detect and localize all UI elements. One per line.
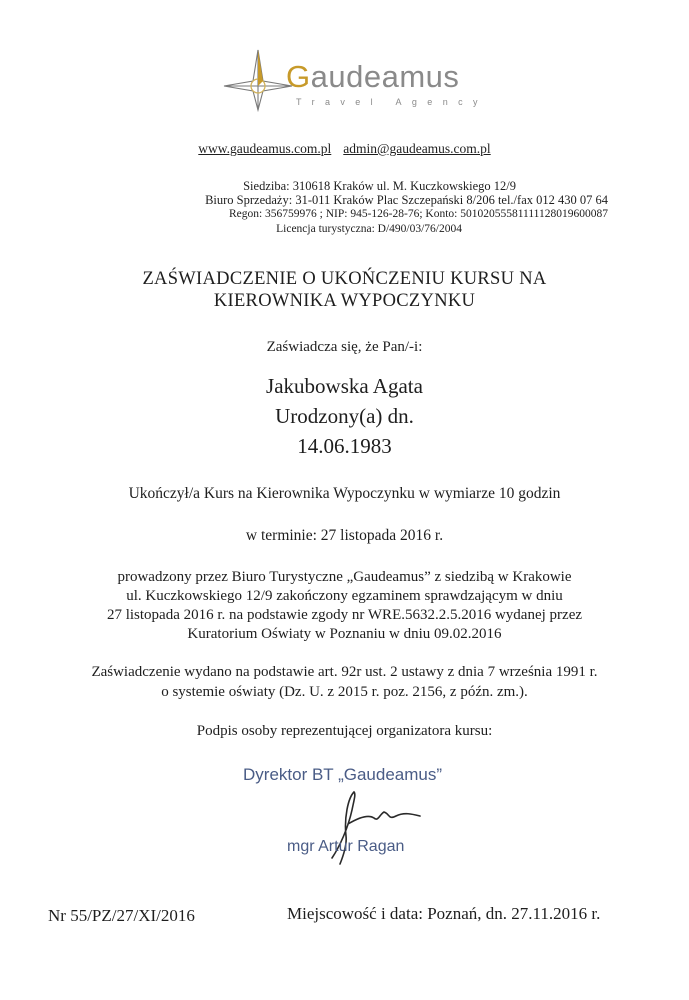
organizer-line: Kuratorium Oświaty w Poznaniu w dniu 09.02.2016: [187, 626, 502, 642]
born-label: Urodzony(a) dn.: [275, 404, 414, 428]
legal-basis-paragraph: [0, 662, 689, 702]
organizer-paragraph: [0, 568, 689, 644]
address-line-sales-office: Biuro Sprzedaży: 31-011 Kraków Plac Szczepański 8/206 tel./fax 012 430 07 64: [205, 193, 608, 207]
legal-basis-line: Zaświadczenie wydano na podstawie art. 92r ust. 2 ustawy z dnia 7 września 1991 r.: [91, 664, 598, 680]
title-line-2: KIEROWNIKA WYPOCZYNKU: [213, 291, 476, 311]
place-and-date: Miejscowość i data: Poznań, dn. 27.11.2016 r.: [287, 904, 601, 923]
director-stamp: Dyrektor BT „Gaudeamus”: [243, 765, 443, 784]
organizer-line: ul. Kuczkowskiego 12/9 zakończony egzaminem sprawdzającym w dniu: [126, 588, 563, 604]
document-title: [0, 268, 689, 312]
participant-name: Jakubowska Agata: [266, 374, 423, 398]
legal-basis-line: o systemie oświaty (Dz. U. z 2015 r. poz. 2156, z późn. zm.).: [161, 684, 528, 700]
organizer-line: 27 listopada 2016 r. na podstawie zgody nr WRE.5632.2.5.2016 wydanej przez: [106, 607, 583, 623]
signature-label: Podpis osoby reprezentującej organizatora kursu:: [196, 723, 493, 739]
certifies-text: Zaświadcza się, że Pan/-i:: [266, 339, 423, 355]
contact-links: [0, 141, 689, 157]
organizer-line: prowadzony przez Biuro Turystyczne „Gaudeamus” z siedzibą w Krakowie: [117, 569, 572, 585]
signer-name: mgr Artur Ragan: [287, 838, 405, 855]
course-description: Ukończył/a Kurs na Kierownika Wypoczynku w wymiarze 10 godzin: [128, 485, 561, 502]
address-line-registry: Regon: 356759976 ; NIP: 945-126-28-76; Konto: 50102055581111128019600087: [228, 208, 608, 220]
address-line-headquarters: Siedziba: 310618 Kraków ul. M. Kuczkowskiego 12/9: [243, 179, 516, 193]
certificate-number: Nr 55/PZ/27/XI/2016: [48, 906, 195, 925]
compass-logo-icon: [222, 48, 294, 112]
birth-date: 14.06.1983: [297, 434, 392, 458]
email-link[interactable]: admin@gaudeamus.com.pl: [343, 141, 491, 156]
logo-name: Gaudeamus: [286, 59, 460, 94]
participant-block: [0, 371, 689, 461]
address-line-license: Licencja turystyczna: D/490/03/76/2004: [276, 223, 462, 235]
website-link[interactable]: www.gaudeamus.com.pl: [198, 141, 332, 156]
course-term: w terminie: 27 listopada 2016 r.: [245, 527, 444, 544]
logo-tagline: Travel Agency: [296, 97, 488, 107]
logo-name-rest: audeamus: [310, 59, 460, 94]
title-line-1: ZAŚWIADCZENIE O UKOŃCZENIU KURSU NA: [142, 269, 547, 289]
